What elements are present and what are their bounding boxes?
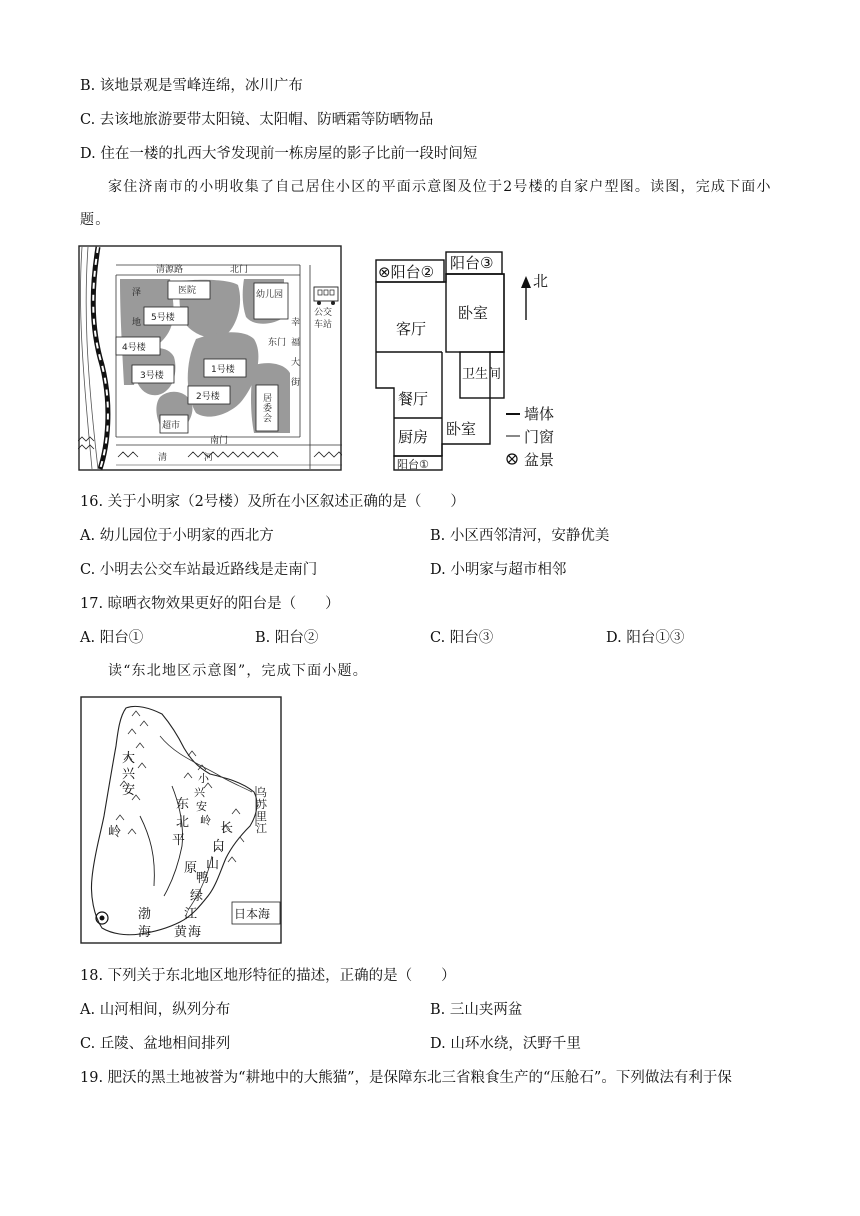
legend-plant: 盆景	[524, 451, 555, 469]
question-19-stem: 19. 肥沃的黑土地被誉为“耕地中的大熊猫”，是保障东北三省粮食生产的“压舱石”。下列做法有利于保	[80, 1070, 732, 1086]
label-dxa-1: 大	[122, 751, 136, 766]
label-xxa-1: 小	[198, 772, 209, 785]
question-16-option-c: C. 小明去公交车站最近路线是走南门	[80, 562, 318, 578]
label-road-north: 清源路	[156, 265, 184, 275]
label-yl-2: 绿	[190, 889, 204, 904]
label-bedroom-2: 卧室	[446, 420, 477, 438]
label-bus-2: 车站	[314, 320, 333, 330]
label-bathroom: 卫生间	[462, 367, 502, 382]
question-18-option-d: D. 山环水绕，沃野千里	[430, 1036, 581, 1052]
question-16-option-a: A. 幼儿园位于小明家的西北方	[80, 528, 274, 544]
question-17-option-d: D. 阳台①③	[606, 630, 685, 646]
question-17-option-c: C. 阳台③	[430, 630, 494, 646]
label-xxa-4: 岭	[200, 814, 211, 827]
label-building-1: 1号楼	[211, 365, 235, 375]
label-wsl-3: 里	[256, 810, 267, 823]
label-ne-4: 原	[184, 861, 198, 876]
label-river-1: 清	[158, 453, 168, 463]
label-kindergarten: 幼儿园	[256, 290, 284, 300]
question-18-option-b: B. 三山夹两盆	[430, 1002, 523, 1018]
label-hospital: 医院	[178, 286, 197, 296]
prev-option-c: C. 去该地旅游要带太阳镜、太阳帽、防晒霜等防晒物品	[80, 112, 434, 128]
label-building-5: 5号楼	[151, 313, 175, 323]
label-building-3: 3号楼	[140, 371, 164, 381]
prev-option-b: B. 该地景观是雪峰连绵，冰川广布	[80, 78, 303, 94]
label-kitchen: 厨房	[398, 428, 429, 446]
question-16-option-d: D. 小明家与超市相邻	[430, 562, 567, 578]
label-xxa-2: 兴	[194, 786, 205, 799]
label-balcony-2: ⊗阳台②	[378, 263, 435, 281]
label-river-2: 河	[204, 453, 214, 463]
label-living-room: 客厅	[396, 320, 427, 338]
label-committee-3: 会	[263, 414, 273, 424]
floor-plan	[370, 246, 570, 472]
community-map	[78, 245, 342, 471]
question-16-stem: 16. 关于小明家（2号楼）及所在小区叙述正确的是（ ）	[80, 494, 465, 510]
label-east-gate: 东门	[268, 338, 287, 348]
label-dining-room: 餐厅	[398, 390, 429, 408]
label-bohai-1: 渤	[138, 907, 152, 922]
label-ne-3: 平	[172, 833, 186, 848]
label-wsl-2: 苏	[256, 798, 267, 811]
label-cbs-3: 山	[206, 857, 220, 872]
label-wsl-1: 乌	[256, 786, 267, 799]
label-committee-1: 居	[263, 394, 273, 404]
legend-wall: 墙体	[524, 405, 555, 423]
label-street-2: 福	[291, 338, 301, 348]
label-street-1: 幸	[291, 318, 301, 328]
label-cbs-2: 白	[212, 839, 226, 854]
label-wsl-4: 江	[256, 822, 267, 835]
label-north-gate: 北门	[230, 265, 249, 275]
label-ne-2: 北	[176, 815, 190, 830]
question-18-option-c: C. 丘陵、盆地相间排列	[80, 1036, 231, 1052]
label-japan-sea: 日本海	[234, 907, 271, 921]
question-17-option-a: A. 阳台①	[80, 630, 144, 646]
label-xxa-3: 安	[196, 800, 207, 813]
label-dxa-2: 兴	[122, 767, 136, 782]
label-balcony-3: 阳台③	[450, 254, 494, 272]
label-committee-2: 委	[263, 404, 273, 414]
label-building-4: 4号楼	[122, 343, 146, 353]
label-north: 北	[533, 272, 549, 290]
legend-window: 门窗	[524, 428, 555, 446]
label-yl-3: 江	[184, 907, 198, 922]
label-wetland-1: 泽	[132, 288, 142, 298]
label-street-3: 大	[291, 358, 301, 368]
label-south-gate: 南门	[210, 436, 229, 446]
label-bus-1: 公交	[314, 308, 333, 318]
label-dxa-3: 安	[122, 783, 136, 798]
label-dxa-4: 岭	[108, 825, 122, 840]
label-yl-1: 鸭	[196, 871, 210, 886]
label-yellow-2: 海	[188, 925, 202, 940]
label-balcony-1: 阳台①	[397, 458, 429, 471]
label-wetland-2: 地	[132, 318, 142, 328]
question-18-stem: 18. 下列关于东北地区地形特征的描述，正确的是（ ）	[80, 968, 456, 984]
question-17-option-b: B. 阳台②	[255, 630, 319, 646]
question-17-stem: 17. 晾晒衣物效果更好的阳台是（ ）	[80, 596, 340, 612]
label-bohai-2: 海	[138, 925, 152, 940]
prev-option-d: D. 住在一楼的扎西大爷发现前一栋房屋的影子比前一段时间短	[80, 146, 478, 162]
label-street-4: 街	[291, 378, 301, 388]
label-building-2: 2号楼	[196, 392, 220, 402]
label-cbs-1: 长	[220, 821, 234, 836]
question-16-option-b: B. 小区西邻清河，安静优美	[430, 528, 610, 544]
label-ne-1: 东	[176, 797, 190, 812]
label-bedroom-1: 卧室	[458, 304, 489, 322]
question-18-option-a: A. 山河相间，纵列分布	[80, 1002, 231, 1018]
intro-1-line-2: 题。	[80, 212, 111, 228]
label-yellow-1: 黄	[174, 925, 188, 940]
intro-1-line-1: 家住济南市的小明收集了自己居住小区的平面示意图及位于2号楼的自家户型图。读图，完成下面小	[108, 179, 772, 195]
intro-2: 读“东北地区示意图”，完成下面小题。	[108, 663, 368, 679]
label-supermarket: 超市	[162, 421, 181, 431]
northeast-map	[80, 696, 282, 944]
